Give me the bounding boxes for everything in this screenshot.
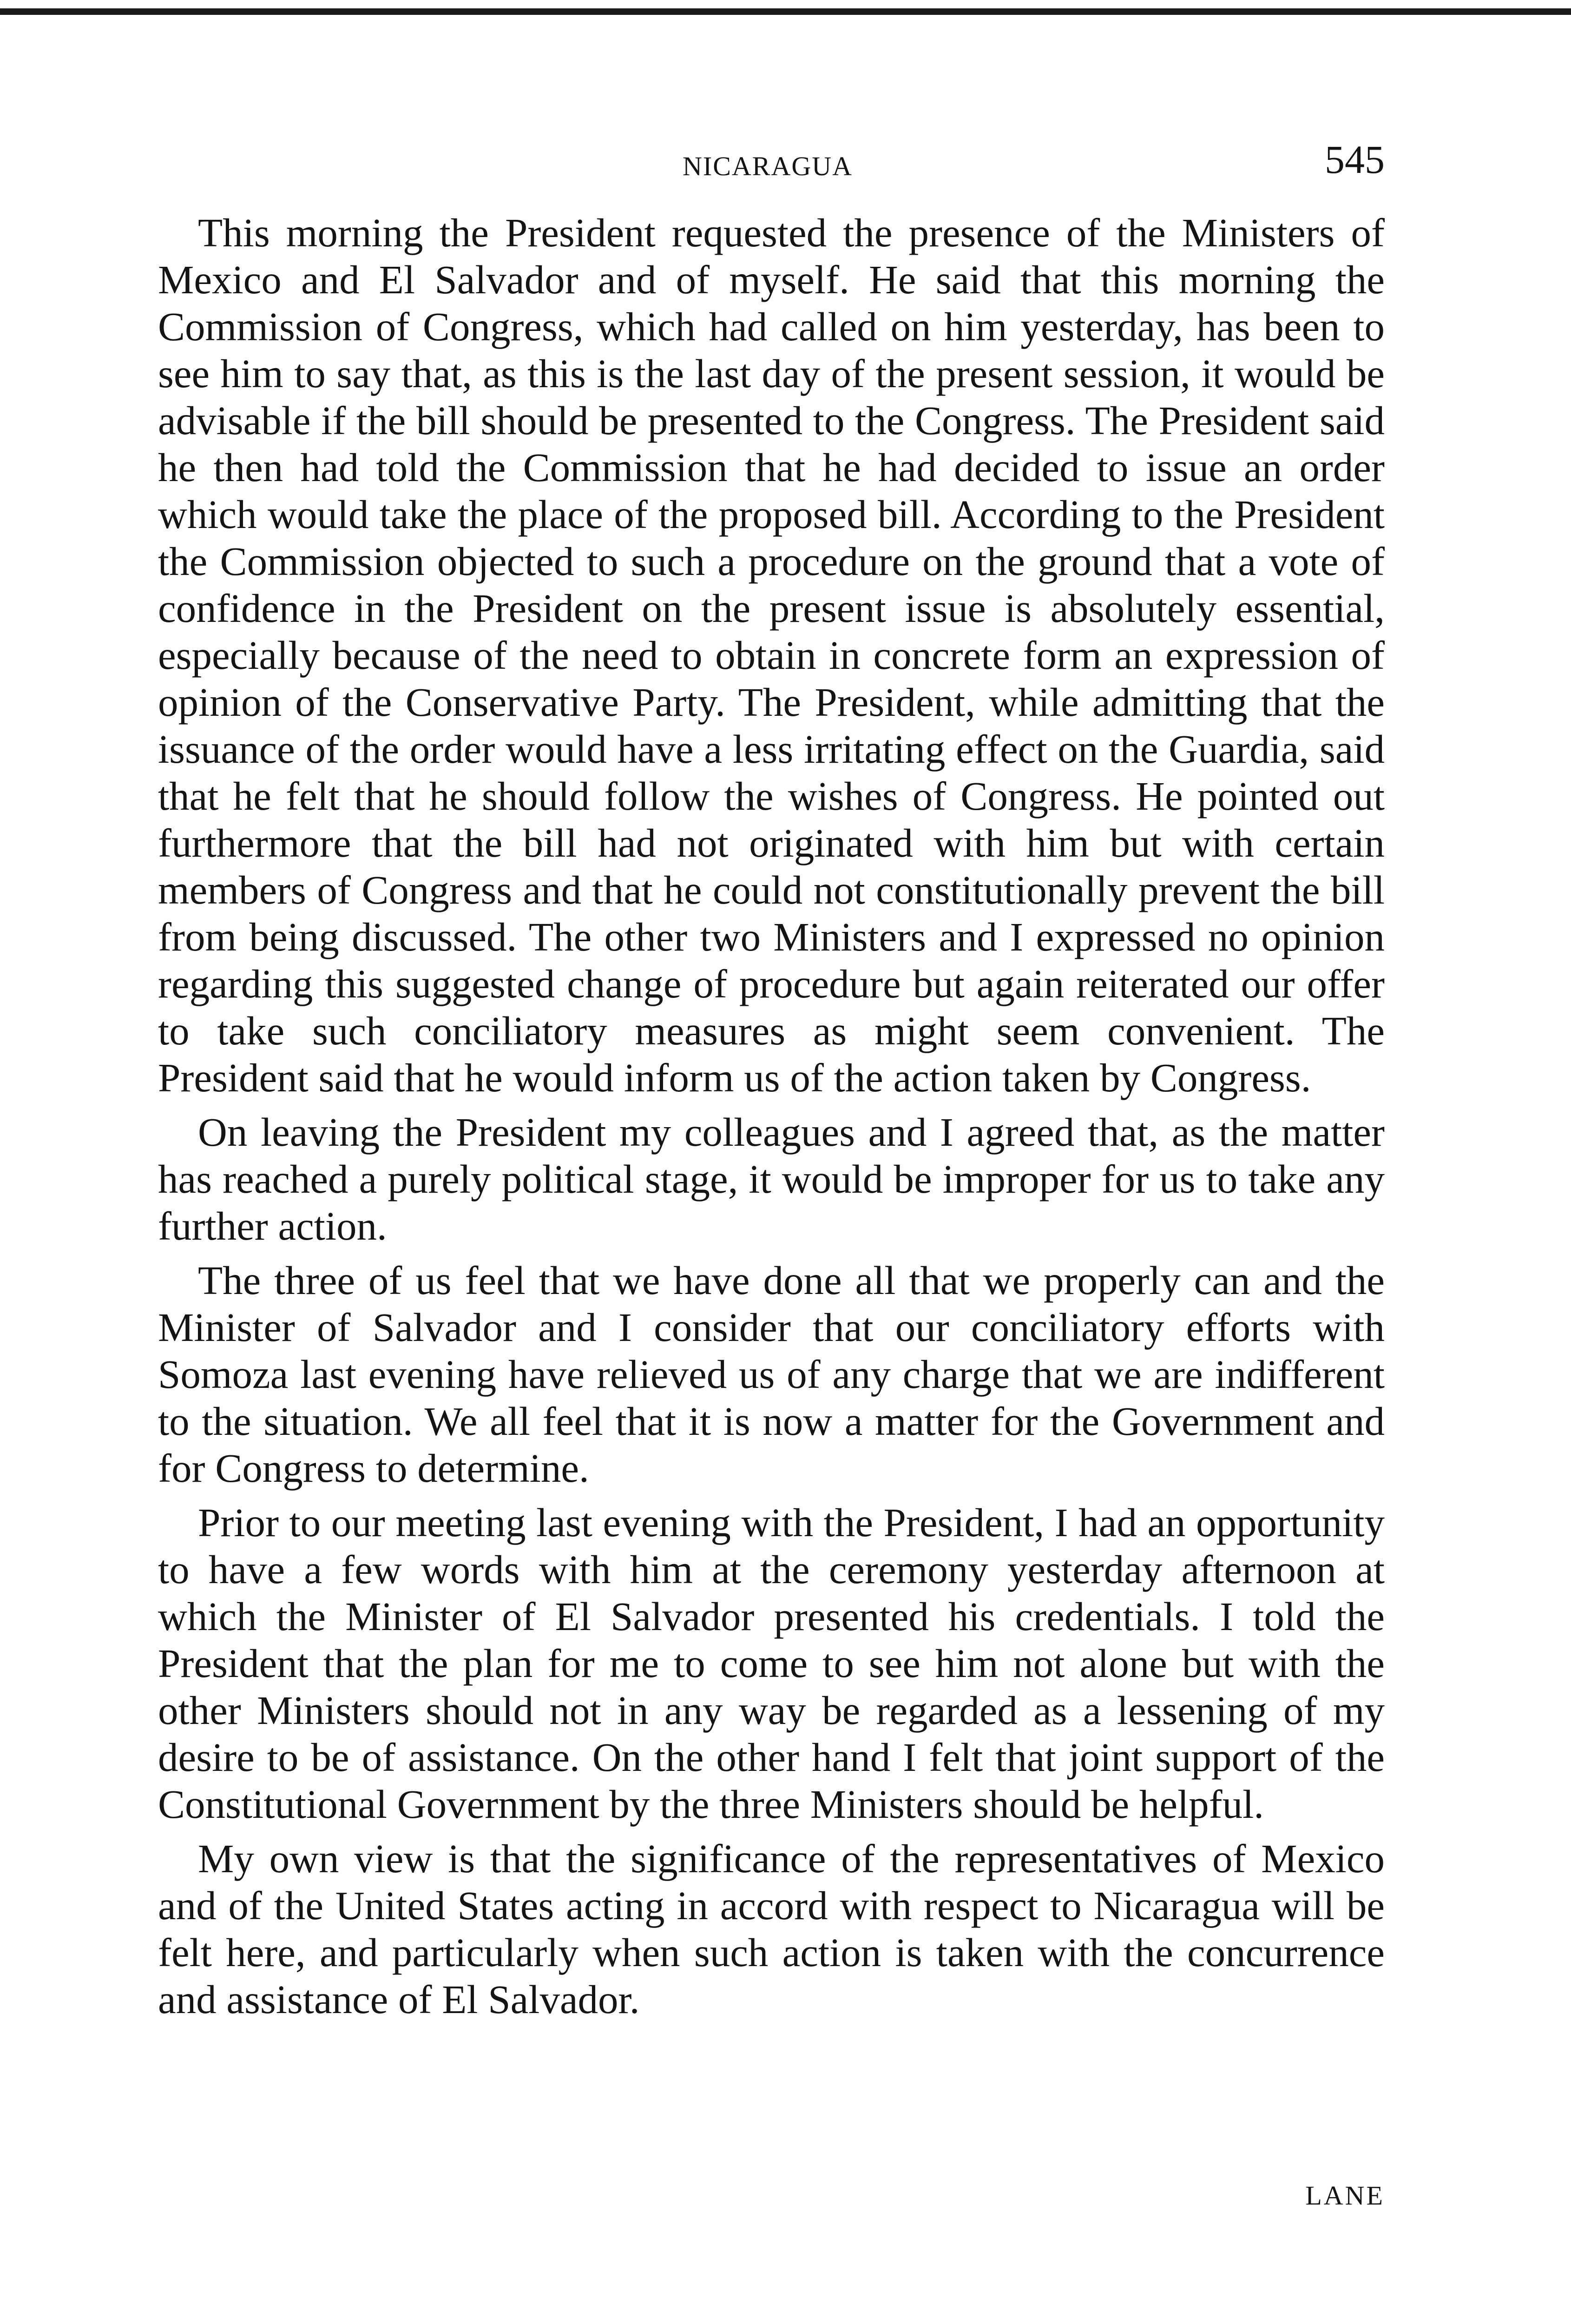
page-header	[158, 139, 1385, 186]
body-text	[158, 209, 1385, 2030]
running-head: NICARAGUA	[683, 151, 853, 181]
signature: LANE	[1305, 2180, 1385, 2211]
top-border-rule	[0, 8, 1571, 15]
paragraph: My own view is that the significance of the representatives of Mexico and of the United States acting in accord with respect to Nicaragua will be felt here, and particularly when such action is taken with the concurrence and assistance of El Salvador.	[158, 1836, 1385, 2022]
paragraph: Prior to our meeting last evening with the President, I had an opportunity to have a few words with him at the ceremony yesterday afternoon at which the Minister of El Salvador presented his credentials. I told the President that the plan for me to come to see him not alone but with the other Ministers should not in any way be regarded as a lessening of my desire to be of assistance. On the other hand I felt that joint support of the Constitutional Government by the three Ministers should be helpful.	[158, 1500, 1385, 1827]
page-number: 545	[1325, 137, 1385, 182]
paragraph: This morning the President requested the presence of the Ministers of Mexico and El Salvador and of myself. He said that this morning the Commission of Congress, which had called on him yesterday, has been to see him to say that, as this is the last day of the present session, it would be advisable if the bill should be presented to the Congress. The President said he then had told the Commission that he had decided to issue an order which would take the place of the proposed bill. According to the President the Commission objected to such a procedure on the ground that a vote of confidence in the President on the present issue is absolutely essential, especially because of the need to obtain in concrete form an expression of opinion of the Conservative Party. The President, while admitting that the issuance of the order would have a less irritating effect on the Guardia, said that he felt that he should follow the wishes of Congress. He pointed out furthermore that the bill had not originated with him but with certain members of Congress and that he could not constitutionally prevent the bill from being discussed. The other two Ministers and I expressed no opinion regarding this suggested change of procedure but again reiterated our offer to take such conciliatory measures as might seem convenient. The President said that he would inform us of the action taken by Congress.	[158, 210, 1385, 1100]
paragraph: On leaving the President my colleagues and I agreed that, as the matter has reached a purely political stage, it would be improper for us to take any further action.	[158, 1109, 1385, 1248]
paragraph: The three of us feel that we have done all that we properly can and the Minister of Salvador and I consider that our conciliatory efforts with Somoza last evening have relieved us of any charge that we are indifferent to the situation. We all feel that it is now a matter for the Government and for Congress to determine.	[158, 1258, 1385, 1491]
